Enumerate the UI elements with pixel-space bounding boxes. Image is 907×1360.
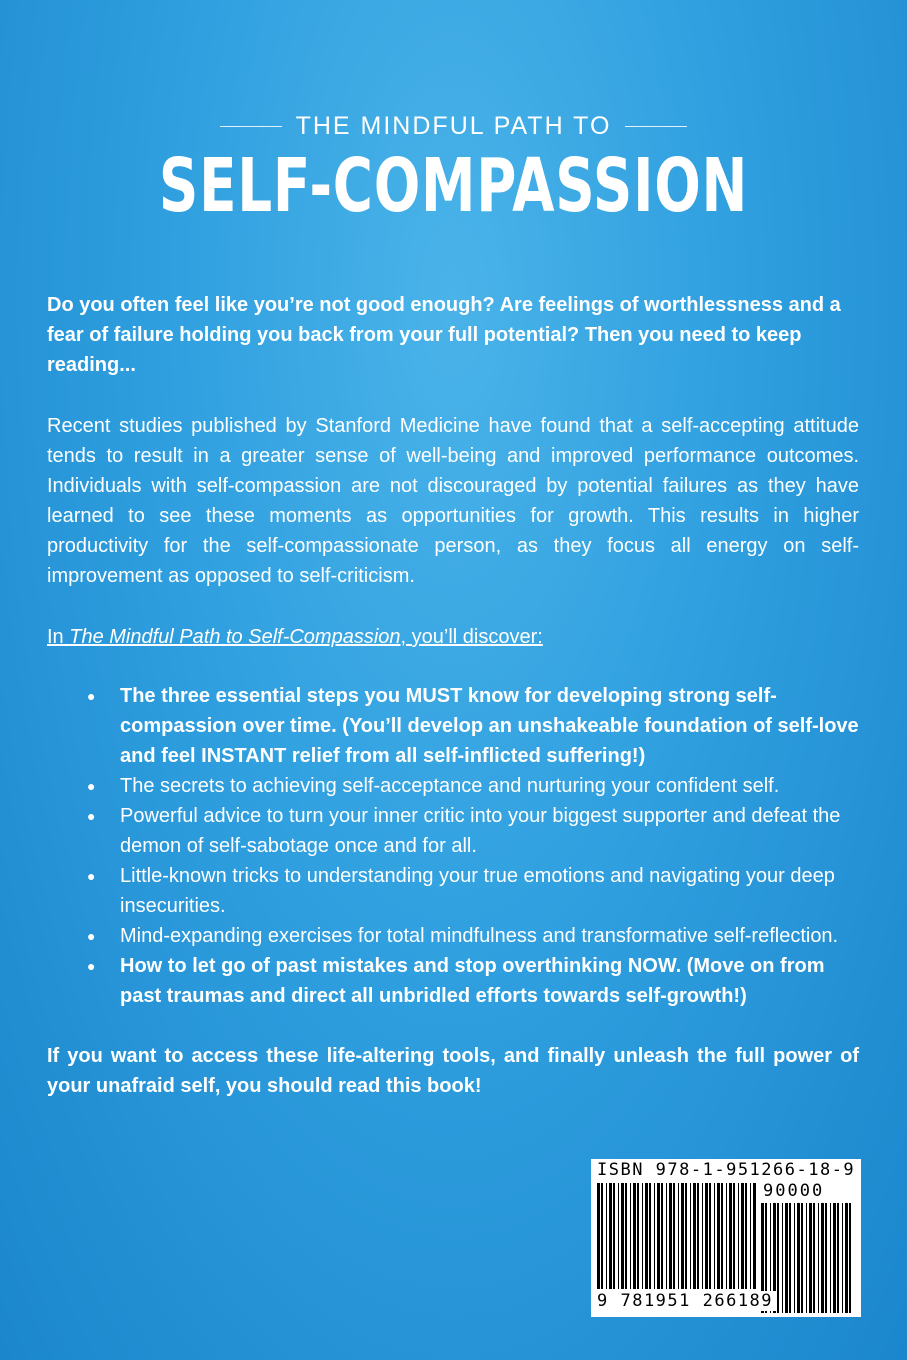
list-item: ● Little-known tricks to understanding your true emotions and navigating your deep insecurities.: [47, 861, 859, 921]
barcode-stripe: [625, 1183, 627, 1289]
barcode-stripe: [678, 1183, 679, 1289]
barcode-stripe: [621, 1183, 624, 1289]
barcode-stripe: [669, 1183, 672, 1289]
barcode-stripe: [845, 1203, 848, 1313]
barcode-stripe: [785, 1203, 788, 1313]
subtitle-row: [0, 112, 907, 141]
barcode-stripe: [825, 1203, 827, 1313]
barcode-stripe: [813, 1203, 815, 1313]
barcode-stripe: [709, 1183, 711, 1289]
barcode-stripe: [637, 1183, 639, 1289]
barcode-stripe: [717, 1183, 720, 1289]
book-title: SELF-COMPASSION: [158, 143, 749, 229]
barcode-stripe: [657, 1183, 660, 1289]
barcode-stripe: [597, 1183, 600, 1289]
barcode-stripe: [806, 1203, 807, 1313]
barcode-stripe: [741, 1183, 744, 1289]
barcode-stripe: [633, 1183, 636, 1289]
barcode-stripe: [801, 1203, 803, 1313]
discover-prefix: In: [47, 626, 70, 648]
barcode-stripe: [849, 1203, 851, 1313]
barcode-stripe: [681, 1183, 684, 1289]
benefit-list: [47, 681, 859, 1011]
list-item: ● How to let go of past mistakes and stop overthinking NOW. (Move on from past traumas and direct all unbridled efforts towards self-growth!): [47, 951, 859, 1011]
barcode-stripe: [794, 1203, 795, 1313]
barcode-stripe: [842, 1203, 843, 1313]
discover-suffix: , you’ll discover:: [400, 626, 543, 648]
barcode-stripe: [833, 1203, 836, 1313]
discover-heading: [47, 622, 859, 652]
barcode-stripe: [645, 1183, 648, 1289]
barcode-stripe: [666, 1183, 667, 1289]
barcode-stripe: [649, 1183, 651, 1289]
isbn-number: ISBN 978-1-951266-18-9: [597, 1160, 856, 1180]
barcode-stripe: [821, 1203, 824, 1313]
barcode-stripe: [613, 1183, 615, 1289]
intro-paragraph: Do you often feel like you’re not good enough? Are feelings of worthlessness and a fear of failure holding you back from your full potential? Then you need to keep reading...: [47, 294, 841, 376]
barcode-stripe: [797, 1203, 800, 1313]
list-item: ● Mind-expanding exercises for total mindfulness and transformative self-reflection.: [47, 921, 859, 951]
barcode-stripe: [673, 1183, 675, 1289]
barcode-stripe: [729, 1183, 732, 1289]
blurb: [47, 290, 859, 1101]
barcode-stripe: [726, 1183, 727, 1289]
price-addon: 90000: [763, 1181, 825, 1201]
list-item: ● Powerful advice to turn your inner critic into your biggest supporter and defeat the demon of self-sabotage once and for all.: [47, 801, 859, 861]
cover-header: [0, 112, 907, 227]
barcode-stripe: [782, 1203, 783, 1313]
barcode-stripe: [702, 1183, 703, 1289]
barcode-stripe: [777, 1203, 779, 1313]
barcode-stripe: [789, 1203, 791, 1313]
barcode-stripe: [661, 1183, 663, 1289]
barcode-stripe: [697, 1183, 699, 1289]
barcode-stripe: [693, 1183, 696, 1289]
barcode-stripe: [721, 1183, 723, 1289]
ean-number: 9 781951 266189: [597, 1291, 777, 1311]
barcode-stripe: [606, 1183, 607, 1289]
closing-paragraph: If you want to access these life-altering tools, and finally unleash the full power of your unafraid self, you should read this book!: [47, 1045, 859, 1097]
barcode-stripe: [685, 1183, 687, 1289]
isbn-barcode: [591, 1159, 861, 1317]
study-paragraph: Recent studies published by Stanford Medicine have found that a self-accepting attitude tends to result in a greater sense of well-being and improved performance outcomes. Individuals with self-compassion are not discouraged by potential failures as they have learned to see these moments as opportunities for growth. This results in higher productivity for the self-compassionate person, as they focus all energy on self-improvement as opposed to self-criticism.: [47, 415, 859, 587]
barcode-stripe: [642, 1183, 643, 1289]
left-divider: [220, 126, 282, 127]
barcode-stripe: [601, 1183, 603, 1289]
list-item: ● The secrets to achieving self-acceptance and nurturing your confident self.: [47, 771, 859, 801]
barcode-stripe: [818, 1203, 819, 1313]
barcode-stripe: [837, 1203, 839, 1313]
barcode-stripe: [705, 1183, 708, 1289]
barcode-stripe: [753, 1183, 756, 1289]
barcode-stripe: [609, 1183, 612, 1289]
barcode-stripe: [630, 1183, 631, 1289]
barcode-stripe: [618, 1183, 619, 1289]
right-divider: [625, 126, 687, 127]
barcode-stripe: [654, 1183, 655, 1289]
barcode-stripe: [745, 1183, 747, 1289]
barcode-stripe: [809, 1203, 812, 1313]
barcode-stripe: [738, 1183, 739, 1289]
barcode-stripe: [714, 1183, 715, 1289]
barcode-stripe: [733, 1183, 735, 1289]
discover-book-title: The Mindful Path to Self-Compassion: [69, 626, 401, 648]
barcode-stripe: [830, 1203, 831, 1313]
barcode-stripe: [750, 1183, 751, 1289]
list-item: ● The three essential steps you MUST know for developing strong self-compassion over time. (You’ll develop an unshakeable foundation of self-love and feel INSTANT relief from all self-inflicted suffering!): [47, 681, 859, 771]
barcode-stripe: [690, 1183, 691, 1289]
book-subtitle: THE MINDFUL PATH TO: [295, 112, 612, 140]
